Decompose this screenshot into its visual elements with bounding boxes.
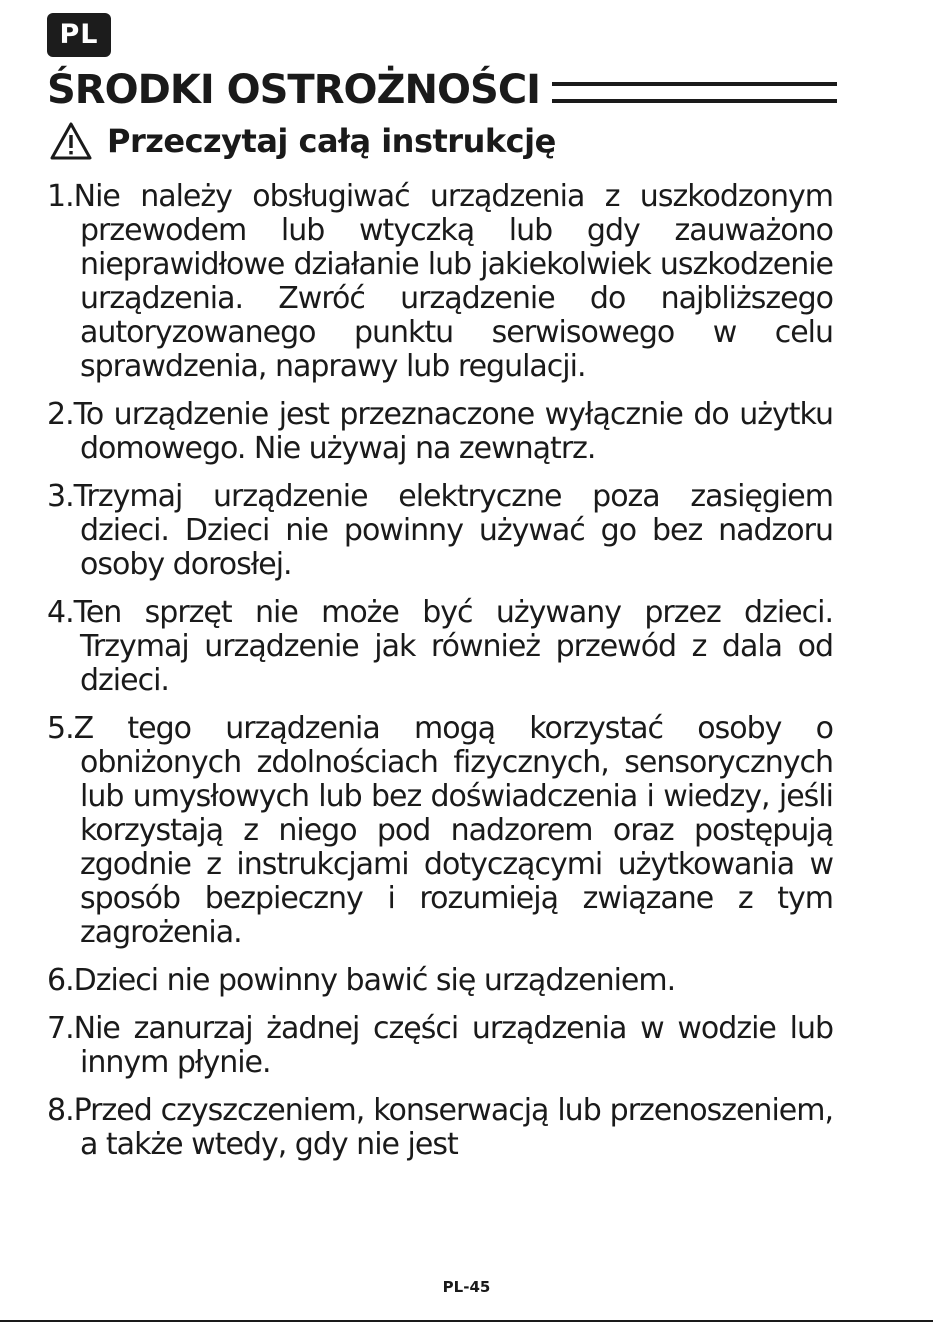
bottom-rule xyxy=(0,1320,933,1322)
language-badge: PL xyxy=(47,13,111,57)
precautions-list xyxy=(47,180,833,1176)
title-double-rule xyxy=(552,82,837,103)
list-item: 1.Nie należy obsługiwać urządzenia z uszkodzonym przewodem lub wtyczką lub gdy zauważono nieprawidłowe działanie lub jakiekolwiek uszkodzenie urządzenia. Zwróć urządzenie do najbliższego autoryzowanego punktu serwisowego w celu sprawdzenia, naprawy lub regulacji. xyxy=(47,179,833,384)
list-item: 4.Ten sprzęt nie może być używany przez dzieci. Trzymaj urządzenie jak również przewód z dala od dzieci. xyxy=(47,595,833,698)
subtitle-row xyxy=(49,118,556,164)
list-item: 7.Nie zanurzaj żadnej części urządzenia w wodzie lub innym płynie. xyxy=(47,1011,833,1080)
list-item: 8.Przed czyszczeniem, konserwacją lub przenoszeniem, a także wtedy, gdy nie jest xyxy=(47,1093,833,1162)
warning-triangle-icon xyxy=(49,121,93,161)
list-item: 5.Z tego urządzenia mogą korzystać osoby o obniżonych zdolnościach fizycznych, sensorycznych lub umysłowych lub bez doświadczenia i wiedzy, jeśli korzystają z niego pod nadzorem oraz postępują zgodnie z instrukcjami dotyczącymi użytkowania w sposób bezpieczny i rozumieją związane z tym zagrożenia. xyxy=(47,711,833,950)
list-item: 6.Dzieci nie powinny bawić się urządzeniem. xyxy=(47,963,676,998)
page-title: ŚRODKI OSTROŻNOŚCI xyxy=(47,67,541,113)
list-item: 2.To urządzenie jest przeznaczone wyłącznie do użytku domowego. Nie używaj na zewnątrz. xyxy=(47,397,833,466)
subtitle: Przeczytaj całą instrukcję xyxy=(107,122,556,160)
page-number: PL-45 xyxy=(442,1278,491,1296)
list-item: 3.Trzymaj urządzenie elektryczne poza zasięgiem dzieci. Dzieci nie powinny używać go bez nadzoru osoby dorosłej. xyxy=(47,479,833,582)
title-row xyxy=(47,64,837,116)
